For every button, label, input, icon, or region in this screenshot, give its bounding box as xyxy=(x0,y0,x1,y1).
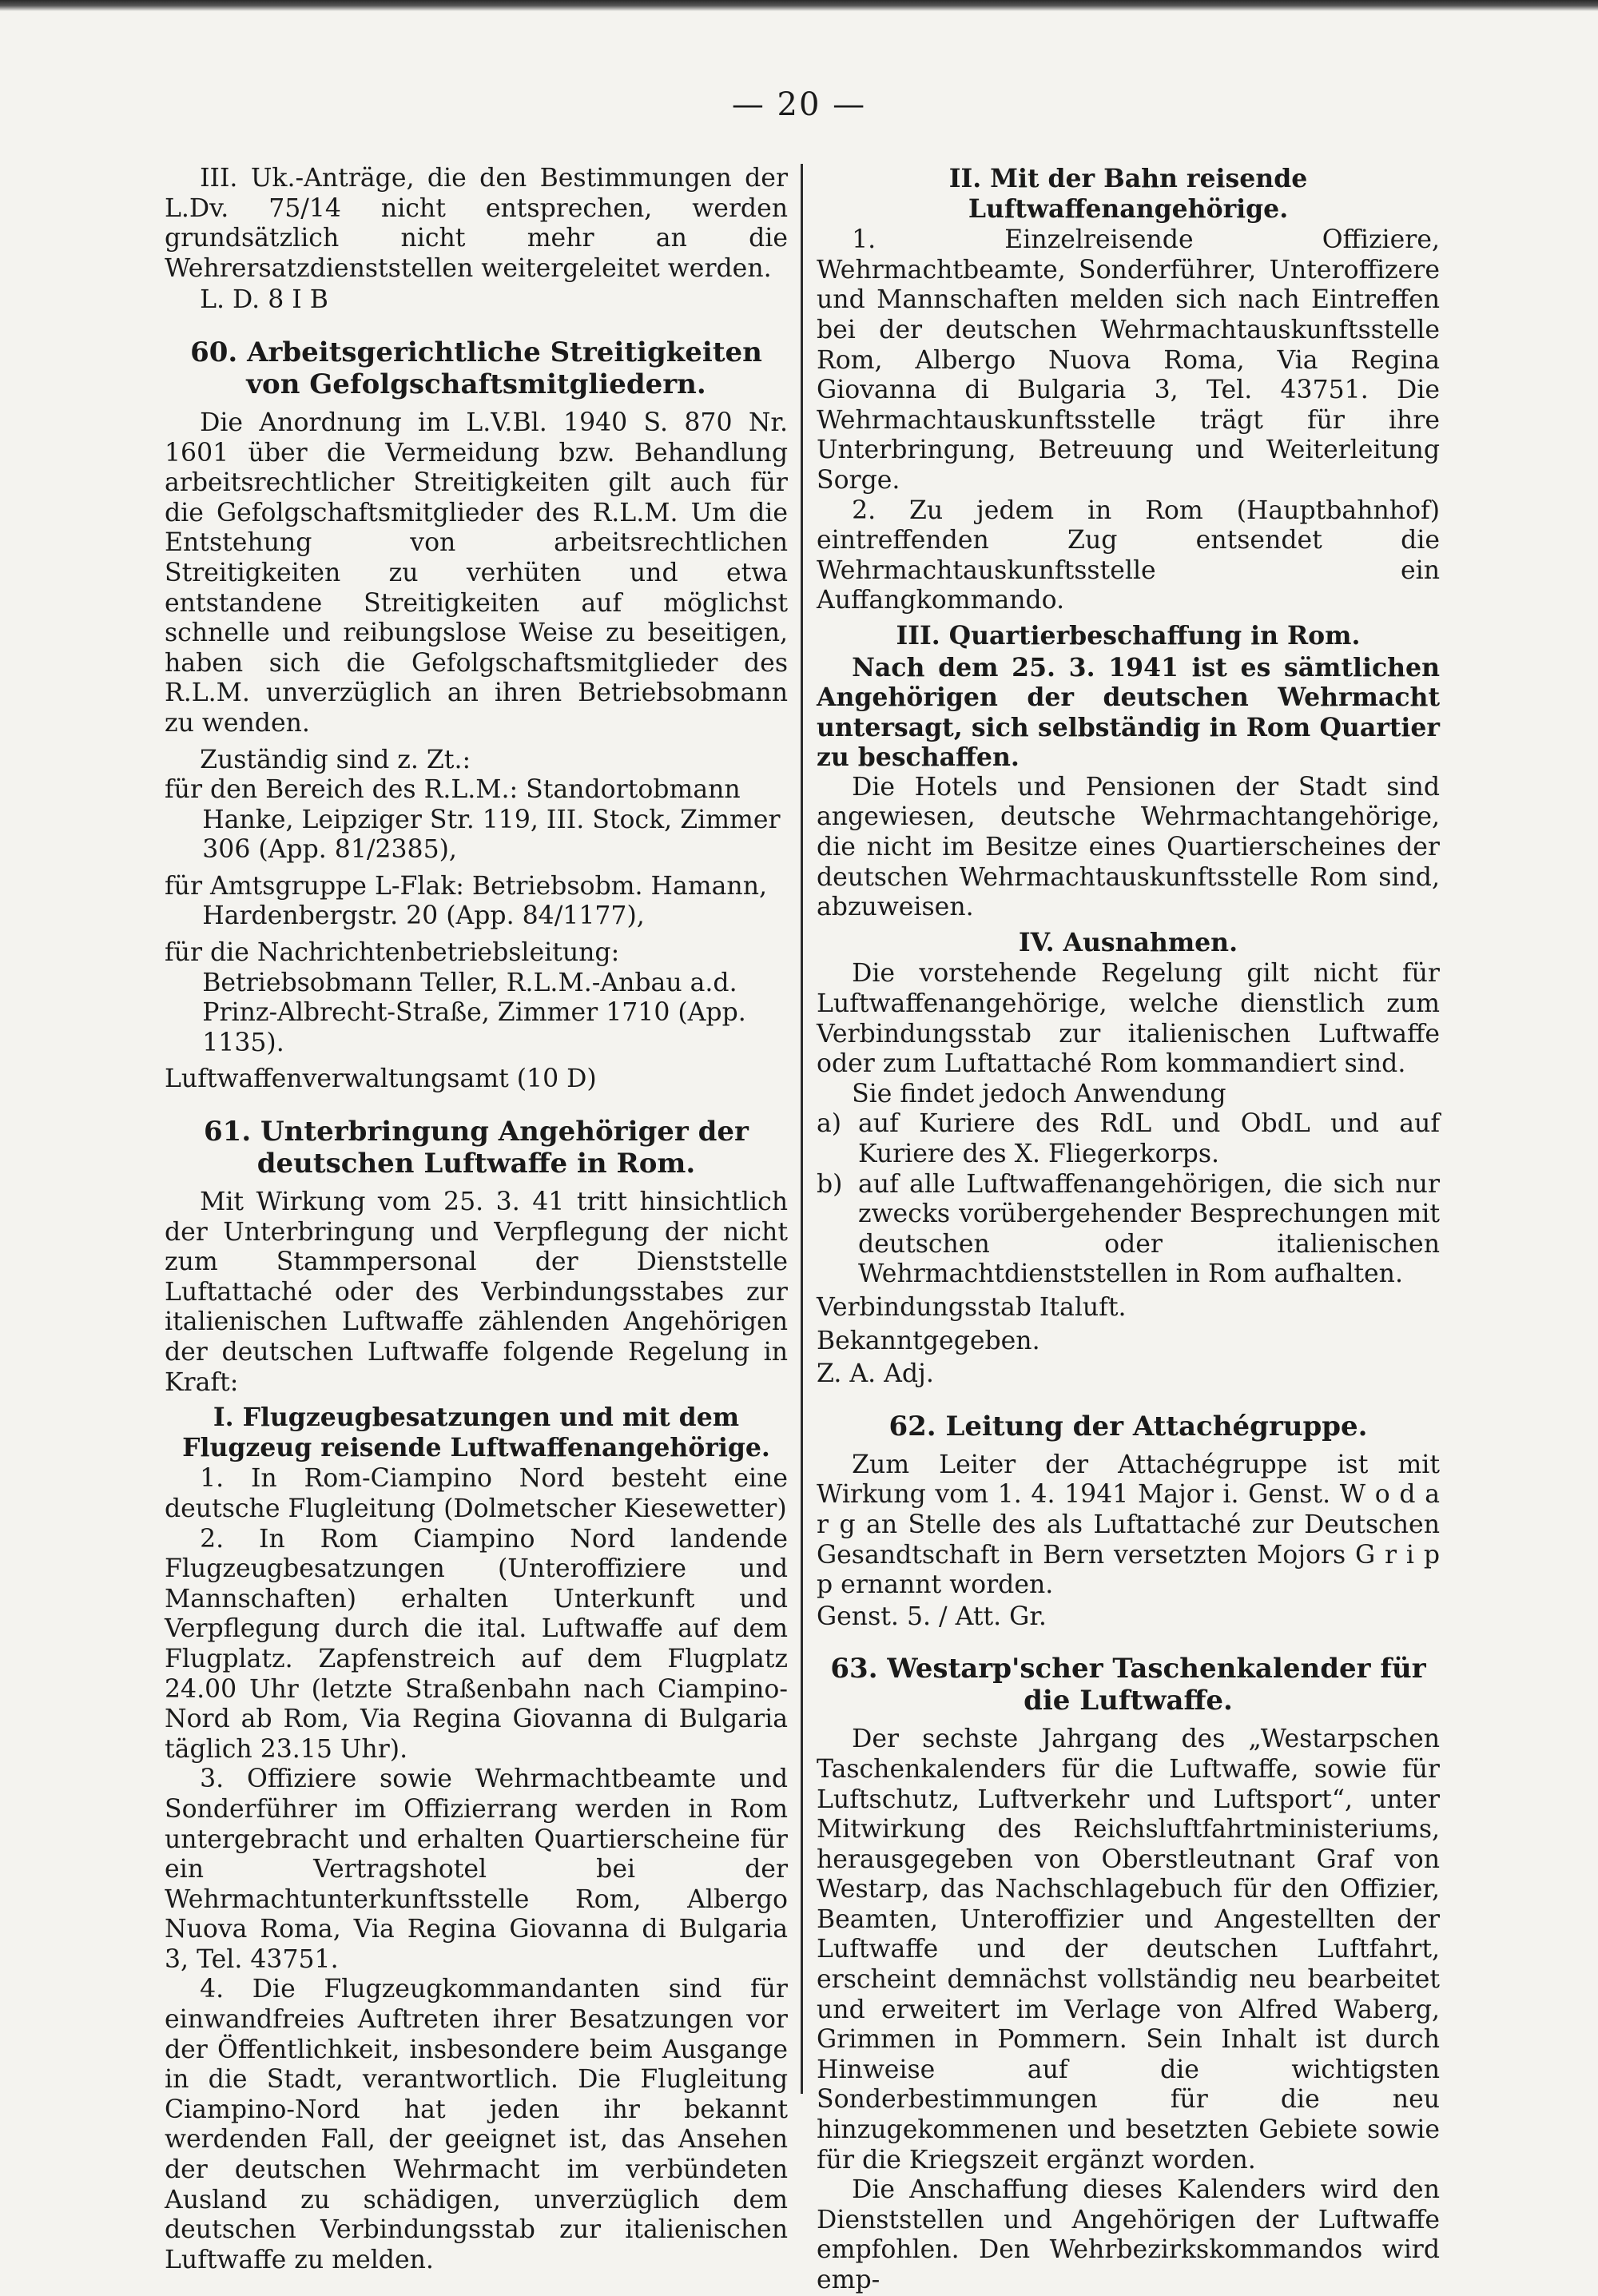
list-text: auf alle Luftwaffenangehörigen, die sich nur zwecks vorübergehender Besprechungen mit deutschen oder italienischen Wehrmachtdienststellen in Rom aufhalten. xyxy=(858,1169,1440,1289)
scan-top-edge xyxy=(0,0,1598,11)
right-column xyxy=(817,164,1440,2294)
subheading-3: III. Quartierbeschaffung in Rom. xyxy=(896,620,1361,651)
quarters-notice: Nach dem 25. 3. 1941 ist es sämtlichen Angehörigen der deutschen Wehrmacht untersagt, sich selbständig in Rom Quartier zu beschaffen. xyxy=(817,652,1440,773)
section-63-paragraph: Die Anschaffung dieses Kalenders wird den Dienststellen und Angehörigen der Luftwaffe empfohlen. Den Wehrbezirkskommandos wird emp- xyxy=(817,2175,1440,2294)
section-60-reference: Luftwaffenverwaltungsamt (10 D) xyxy=(165,1064,597,1094)
signature-line: Bekanntgegeben. xyxy=(817,1326,1040,1355)
quarters-paragraph: Die Hotels und Pensionen der Stadt sind angewiesen, deutsche Wehrmachtangehörige, die nicht im Besitze eines Quartierscheines der deutschen Wehrmachtauskunftsstelle Rom sind, abzuweisen. xyxy=(817,772,1440,922)
section-60-responsible: Zuständig sind z. Zt.: xyxy=(200,745,471,774)
signature-line: Z. A. Adj. xyxy=(817,1359,934,1389)
section-61-item: 4. Die Flugzeugkommandanten sind für einwandfreies Auftreten ihrer Besatzungen vor der Öffentlichkeit, insbesondere beim Ausgange in die Stadt, verantwortlich. Die Flugleitung Ciampino-Nord hat jeden ihr bekannt werdenden Fall, der geeignet ist, das Ansehen der deutschen Wehrmacht im verbündeten Ausland zu schädigen, unverzüglich dem deutschen Verbindungsstab zur italienischen Luftwaffe zu melden. xyxy=(165,1975,788,2274)
signature-line: Verbindungsstab Italuft. xyxy=(817,1292,1127,1322)
section-61-subheading-1: I. Flugzeugbesatzungen und mit dem Flugzeug reisende Luftwaffenangehörige. xyxy=(182,1403,770,1462)
list-label: a) xyxy=(817,1109,842,1139)
exceptions-intro: Sie findet jedoch Anwendung xyxy=(852,1079,1226,1108)
section-61-item: 2. In Rom Ciampino Nord landende Flugzeugbesatzungen (Unteroffiziere und Mannschaften) erhalten Unterkunft und Verpflegung durch die ital. Luftwaffe auf dem Flugplatz. Zapfenstreich auf dem Flugplatz 24.00 Uhr (letzte Straßenbahn nach Ciampino-Nord ab Rom, Via Regina Giovanna di Bulgaria täglich 23.15 Uhr). xyxy=(165,1524,788,1764)
page-number: — 20 — xyxy=(731,86,867,123)
section-60-title: 60. Arbeitsgerichtliche Streitigkeiten von Gefolgschaftsmitgliedern. xyxy=(190,336,762,400)
subheading-2: II. Mit der Bahn reisende Luftwaffenangehörige. xyxy=(948,164,1308,224)
section-61-title: 61. Unterbringung Angehöriger der deutschen Luftwaffe in Rom. xyxy=(204,1116,749,1180)
intro-paragraph: III. Uk.-Anträge, die den Bestimmungen der L.Dv. 75/14 nicht entsprechen, werden grundsätzlich nicht mehr an die Wehrersatzdienststellen weitergeleitet werden. xyxy=(165,164,788,283)
section-62-reference: Genst. 5. / Att. Gr. xyxy=(817,1602,1047,1631)
section-63-title: 63. Westarp'scher Taschenkalender für die Luftwaffe. xyxy=(830,1653,1426,1717)
section-60-item: für den Bereich des R.L.M.: Standortobmann Hanke, Leipziger Str. 119, III. Stock, Zimmer 306 (App. 81/2385), xyxy=(165,775,781,865)
section-61-paragraph: Mit Wirkung vom 25. 3. 41 tritt hinsichtlich der Unterbringung und Verpflegung der nicht zum Stammpersonal der Dienststelle Luftattaché oder des Verbindungsstabes zur italienischen Luftwaffe zählenden Angehörigen der deutschen Luftwaffe folgende Regelung in Kraft: xyxy=(165,1188,788,1397)
subheading-4: IV. Ausnahmen. xyxy=(1018,927,1238,957)
section-61-item: 1. In Rom-Ciampino Nord besteht eine deutsche Flugleitung (Dolmetscher Kiesewetter) xyxy=(165,1464,788,1523)
section-60-paragraph: Die Anordnung im L.V.Bl. 1940 S. 870 Nr. 1601 über die Vermeidung bzw. Behandlung arbeitsrechtlicher Streitigkeiten gilt auch für die Gefolgschaftsmitglieder des R.L.M. Um die Entstehung von arbeitsrechtlichen Streitigkeiten zu verhüten und etwa entstandene Streitigkeiten auf möglichst schnelle und reibungslose Weise zu beseitigen, haben sich die Gefolgschaftsmitglieder des R.L.M. unverzüglich an ihren Betriebsobmann zu wenden. xyxy=(165,408,788,738)
section-63-paragraph: Der sechste Jahrgang des „Westarpschen Taschenkalenders für die Luftwaffe, sowie für Luftschutz, Luftverkehr und Luftsport“, unter Mitwirkung des Reichsluftfahrtministeriums, herausgegeben von Oberstleutnant Graf von Westarp, das Nachschlagebuch für den Offizier, Beamten, Unteroffizier und Angestellten der Luftwaffe und der deutschen Luftfahrt, erscheint demnächst vollständig neu bearbeitet und erweitert im Verlage von Alfred Waberg, Grimmen in Pommern. Sein Inhalt ist durch Hinweise auf die wichtigsten Sonderbestimmungen für die neu hinzugekommenen und besetzten Gebiete sowie für die Kriegszeit ergänzt worden. xyxy=(817,1725,1440,2175)
list-text: auf Kuriere des RdL und ObdL und auf Kuriere des X. Fliegerkorps. xyxy=(858,1109,1440,1168)
exception-item-b xyxy=(817,1170,1440,1290)
exception-item-a xyxy=(817,1109,1440,1169)
section-61-item: 3. Offiziere sowie Wehrmachtbeamte und Sonderführer im Offizierrang werden in Rom untergebracht und erhalten Quartierscheine für ein Vertragshotel bei der Wehrmachtunterkunftsstelle Rom, Albergo Nuova Roma, Via Regina Giovanna di Bulgaria 3, Tel. 43751. xyxy=(165,1765,788,1974)
list-label: b) xyxy=(817,1169,843,1199)
section-62-paragraph: Zum Leiter der Attachégruppe ist mit Wirkung vom 1. 4. 1941 Major i. Genst. W o d a r g an Stelle des als Luftattaché zur Deutschen Gesandtschaft in Bern versetzten Mojors G r i p p ernannt worden. xyxy=(817,1450,1440,1600)
section-62-title: 62. Leitung der Attachégruppe. xyxy=(888,1410,1368,1442)
rail-item: 1. Einzelreisende Offiziere, Wehrmachtbeamte, Sonderführer, Unteroffizere und Mannschaften melden sich nach Eintreffen bei der deutschen Wehrmachtauskunftsstelle Rom, Albergo Nuova Roma, Via Regina Giovanna di Bulgaria 3, Tel. 43751. Die Wehrmachtauskunftsstelle trägt für ihre Unterbringung, Betreuung und Weiterleitung Sorge. xyxy=(817,225,1440,495)
exceptions-paragraph: Die vorstehende Regelung gilt nicht für Luftwaffenangehörige, welche dienstlich zum Verbindungsstab zur italienischen Luftwaffe oder zum Luftattaché Rom kommandiert sind. xyxy=(817,959,1440,1079)
section-60-item: für die Nachrichtenbetriebsleitung: Betriebsobmann Teller, R.L.M.-Anbau a.d. Prinz-Albrecht-Straße, Zimmer 1710 (App. 1135). xyxy=(165,938,746,1057)
left-column xyxy=(165,164,788,2274)
intro-reference: L. D. 8 I B xyxy=(200,285,328,315)
rail-item: 2. Zu jedem in Rom (Hauptbahnhof) eintreffenden Zug entsendet die Wehrmachtauskunftsstelle ein Auffangkommando. xyxy=(817,495,1440,615)
section-60-item: für Amtsgruppe L-Flak: Betriebsobm. Hamann, Hardenbergstr. 20 (App. 84/1177), xyxy=(165,871,768,931)
column-divider xyxy=(801,164,803,2094)
